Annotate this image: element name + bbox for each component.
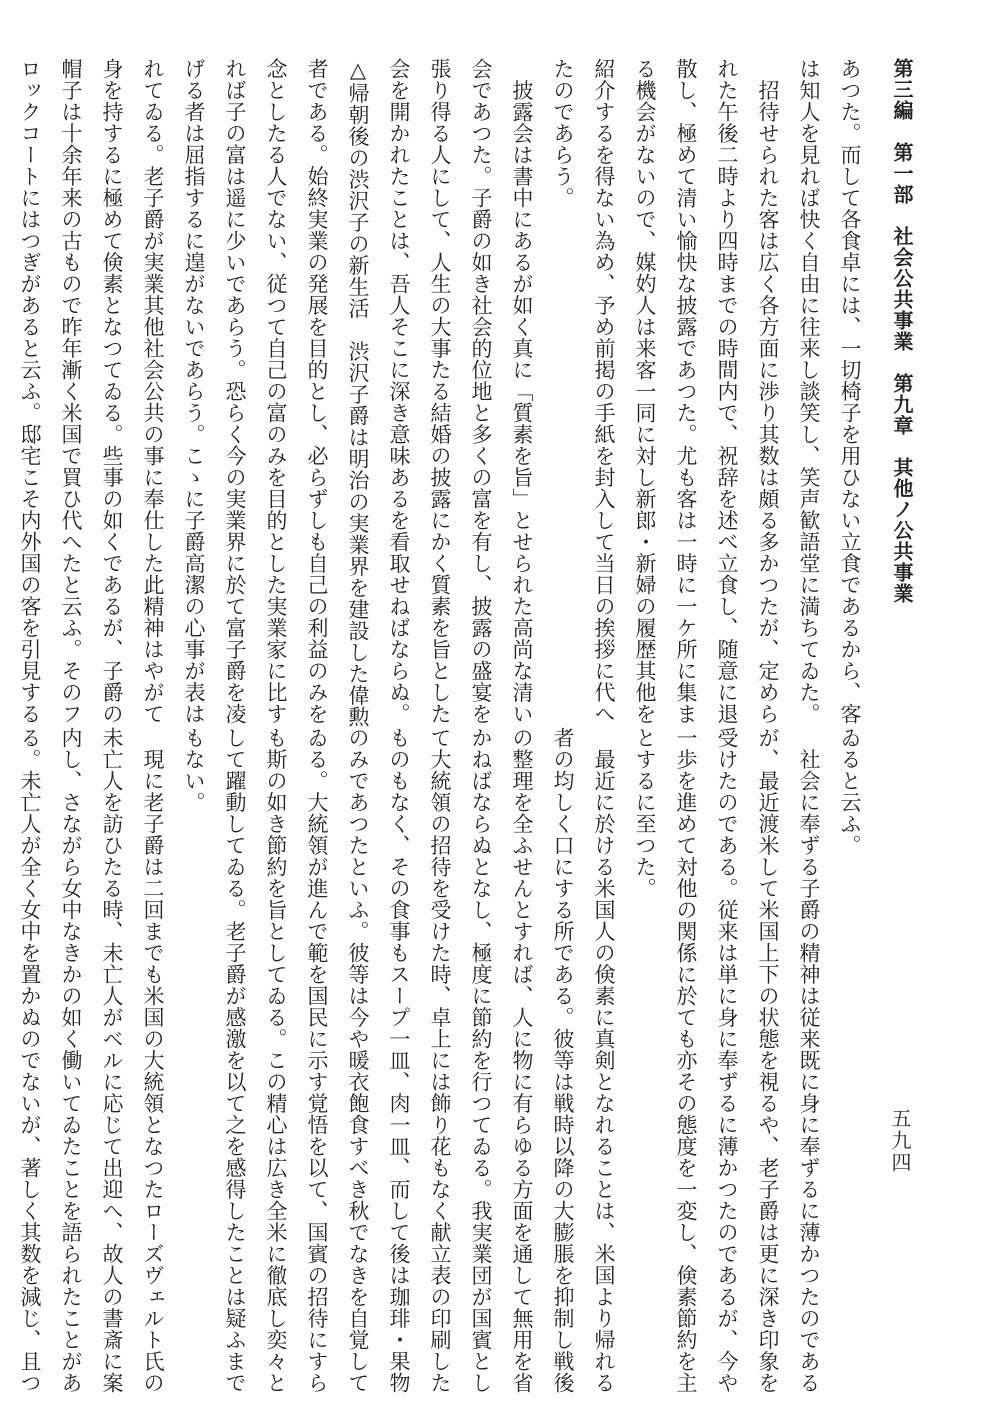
text-line: 会を開かれたことは、吾人そこに深き意味あるを看取せねばならぬ。 [387, 58, 411, 725]
text-line: 身を持するに極めて倹素となつてゐる。些事の如くであるが、子爵の [100, 58, 124, 725]
text-line: 未亡人を訪ひたる時、未亡人がベルに応じて出迎へ、故人の書斎に案 [100, 727, 124, 1394]
text-line [0, 58, 9, 658]
text-line: あつた。而して各食卓には、一切椅子を用ひない立食であるから、客 [838, 58, 862, 725]
text-line: ものもなく、その食事もスープ一皿、肉一皿、而して後は珈琲・果物 [387, 727, 411, 1394]
text-line: たのであらう。 [551, 58, 575, 209]
running-header: 第三編 第一部 社会公共事業 第九章 其他ノ公共事業 [890, 58, 914, 604]
text-line: は知人を見れば快く自由に往来し談笑し、笑声歓語堂に満ちてゐた。 [797, 58, 821, 725]
text-line: 張り得る人にして、人生の大事たる結婚の披露にかく質素を旨とした [428, 58, 452, 725]
page-number: 五九四 [888, 1108, 912, 1174]
text-line: 受けたのである。従来は単に身に奉ずるに薄かつたのであるが、今や [715, 727, 739, 1394]
text-line: げる者は屈指するに遑がないであらう。こゝに子爵高潔の心事が表は [182, 58, 206, 725]
text-line: して躍動してゐる。老子爵が感激を以て之を感得したことは疑ふまで [223, 727, 247, 1394]
text-line: の整理を全ふせんとすれば、人に物に有らゆる方面を通して無用を省 [510, 727, 534, 1394]
text-line: ロックコートにはつぎがあると云ふ。邸宅こそ内外国の客を引見する [18, 58, 42, 725]
text-line: 紹介するを得ない為め、予め前掲の手紙を封入して当日の挨拶に代へ [592, 58, 616, 725]
text-line: 現に老子爵は二回までも米国の大統領となつたローズヴェルト氏の [141, 727, 165, 1394]
text-line: のみであつたといふ。彼等は今や暖衣飽食すべき秋でなきを自覚して [346, 727, 370, 1394]
upper-text-block [18, 58, 870, 728]
text-line: ゐる。大統領が進んで範を国民に示す覚悟を以て、国賓の招待にすら [305, 727, 329, 1394]
text-line: れてゐる。老子爵が実業其他社会公共の事に奉仕した此精神はやがて [141, 58, 165, 725]
text-line [0, 727, 9, 1327]
text-line: 散し、極めて清い愉快な披露であつた。尤も客は一時に一ケ所に集ま [674, 58, 698, 725]
text-line: も斯の如き節約を旨としてゐる。この精心は広き全米に徹底し奕々と [264, 727, 288, 1394]
text-line: とするに至つた。 [633, 727, 657, 899]
text-line: 念としたる人でない、従つて自己の富のみを目的とした実業家に比す [264, 58, 288, 725]
text-line: 一歩を進めて対他の関係に於ても亦その態度を一変し、倹素節約を主 [674, 727, 698, 1394]
text-line: 内し、さながら女中なきかの如く働いてゐたことを語られたことがあ [59, 727, 83, 1394]
text-line: る機会がないので、媒妁人は来客一同に対し新郎・新婦の履歴其他を [633, 58, 657, 725]
text-line: 披露会は書中にあるが如く真に「質素を旨」とせられた高尚な清い [510, 58, 534, 725]
text-line: れば子の富は遥に少いであらう。恐らく今の実業界に於て富子爵を凌 [223, 58, 247, 725]
text-line: 帽子は十余年来の古もので昨年漸く米国で買ひ代へたと云ふ。そのフ [59, 58, 83, 725]
text-line: 招待せられた客は広く各方面に渉り其数は頗る多かつたが、定めら [756, 58, 780, 725]
text-line: 最近に於ける米国人の倹素に真剣となれることは、米国より帰れる [592, 727, 616, 1394]
text-line: る。未亡人が全く女中を置かぬのでないが、著しく其数を減じ、且つ [18, 727, 42, 1394]
lower-text-block [18, 727, 870, 1394]
text-line: が、最近渡米して米国上下の状態を視るや、老子爵は更に深き印象を [756, 727, 780, 1394]
text-line: て大統領の招待を受けた時、卓上には飾り花もなく献立表の印刷した [428, 727, 452, 1394]
text-line: ゐると云ふ。 [838, 727, 862, 856]
text-line: 者の均しく口にする所である。彼等は戦時以降の大膨脹を抑制し戦後 [551, 727, 575, 1394]
text-line: れた午後二時より四時までの時間内で、祝辞を述べ立食し、随意に退 [715, 58, 739, 725]
text-line: 会であつた。子爵の如き社会的位地と多くの富を有し、披露の盛宴を [469, 58, 493, 725]
text-line: かねばならぬとなし、極度に節約を行つてゐる。我実業団が国賓とし [469, 727, 493, 1394]
text-line: △帰朝後の渋沢子の新生活 渋沢子爵は明治の実業界を建設した偉勲 [346, 58, 370, 728]
text-line: もない。 [182, 727, 206, 813]
text-line: 社会に奉ずる子爵の精神は従来既に身に奉ずるに薄かつたのである [797, 727, 821, 1394]
text-line: 者である。始終実業の発展を目的とし、必らずしも自己の利益のみを [305, 58, 329, 725]
